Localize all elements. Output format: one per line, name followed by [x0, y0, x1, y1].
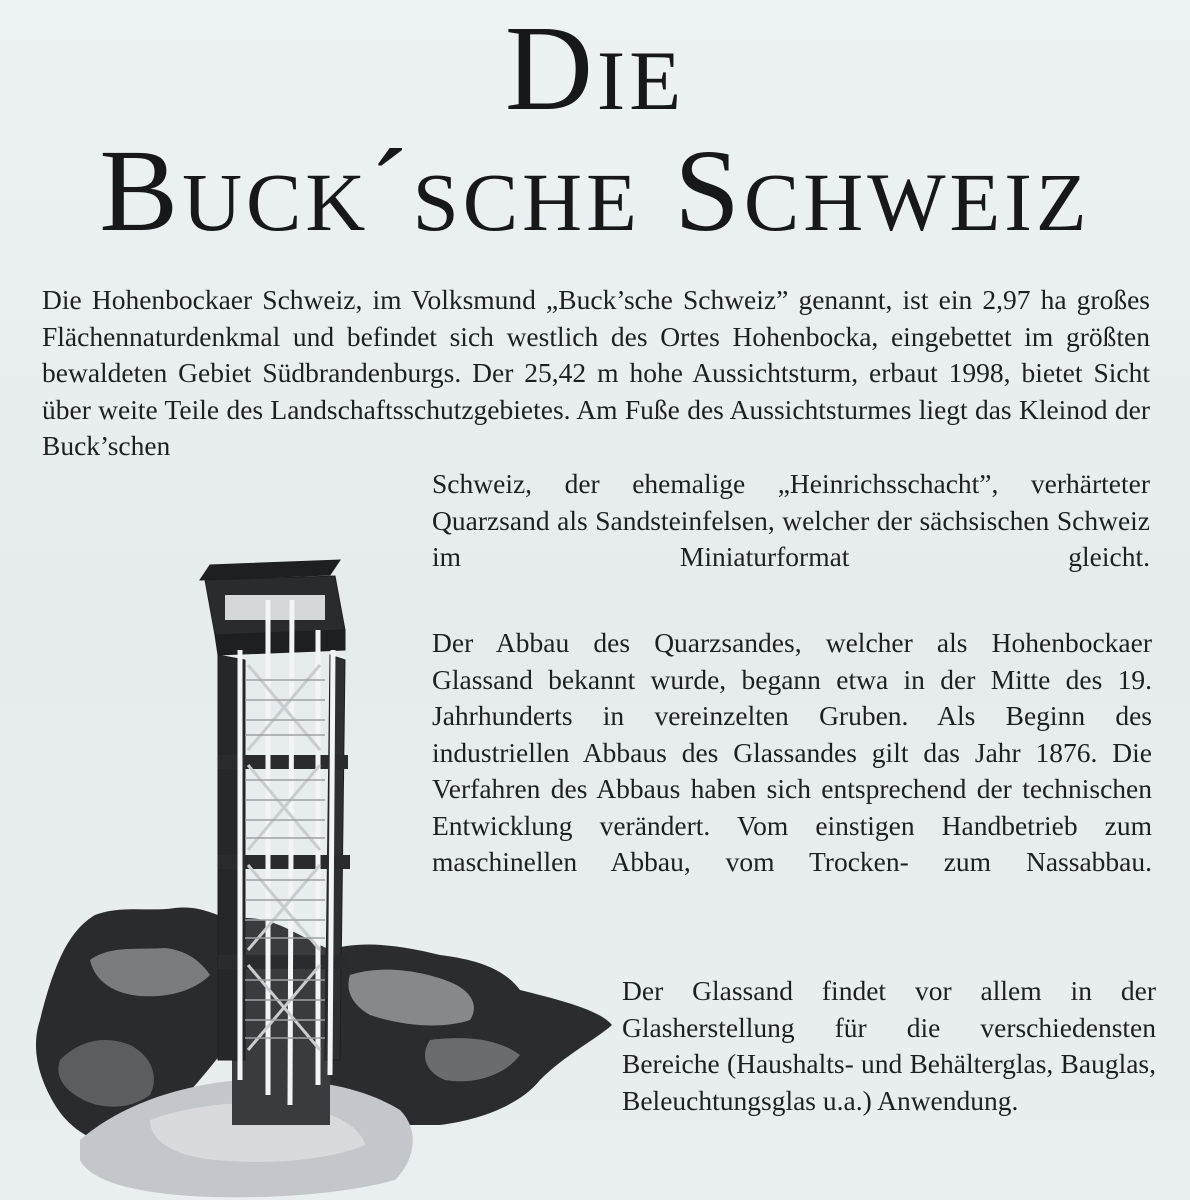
paragraph-intro: Die Hohenbockaer Schweiz, im Volksmund „Buck’sche Schweiz” genannt, ist ein 2,97 ha großes Flächennaturdenkmal und befindet sich westlich des Ortes Hohenbocka, eingebettet im größten bewaldeten Gebiet Südbrandenburgs. Der 25,42 m hohe Aussichtsturm, erbaut 1998, bietet Sicht über weite Teile des Landschaftsschutzgebietes. Am Fuße des Aussichtsturmes liegt das Kleinod der Buck’schen	[42, 284, 1150, 461]
paragraph-glass-use: Der Glassand findet vor allem in der Glasherstellung für die verschiedensten Bereiche (Haushalts- und Behälterglas, Bauglas, Beleuchtungsglas u.a.) Anwendung.	[622, 975, 1156, 1116]
title-line-1: Die	[504, 1, 686, 136]
title-line-2: Buck´sche Schweiz	[99, 125, 1091, 256]
observation-tower-icon	[0, 520, 640, 1200]
sandstone-rocks-illustration	[36, 907, 612, 1197]
paragraph-intro-continued: Schweiz, der ehemalige „Heinrichsschacht”, verhärteter Quarzsand als Sandsteinfelsen, welcher der sächsischen Schweiz im Miniaturformat gleicht.	[432, 468, 1150, 572]
paragraph-mining: Der Abbau des Quarzsandes, welcher als Hohenbockaer Glassand bekannt wurde, begann etwa in der Mitte des 19. Jahrhunderts in vereinzelten Gruben. Als Beginn des industriellen Abbaus des Glassandes gilt das Jahr 1876. Die Verfahren des Abbaus haben sich entsprechend der technischen Entwicklung verändert. Vom einstigen Handbetrieb zum maschinellen Abbau, vom Trocken- zum Nassabbau.	[432, 627, 1152, 877]
